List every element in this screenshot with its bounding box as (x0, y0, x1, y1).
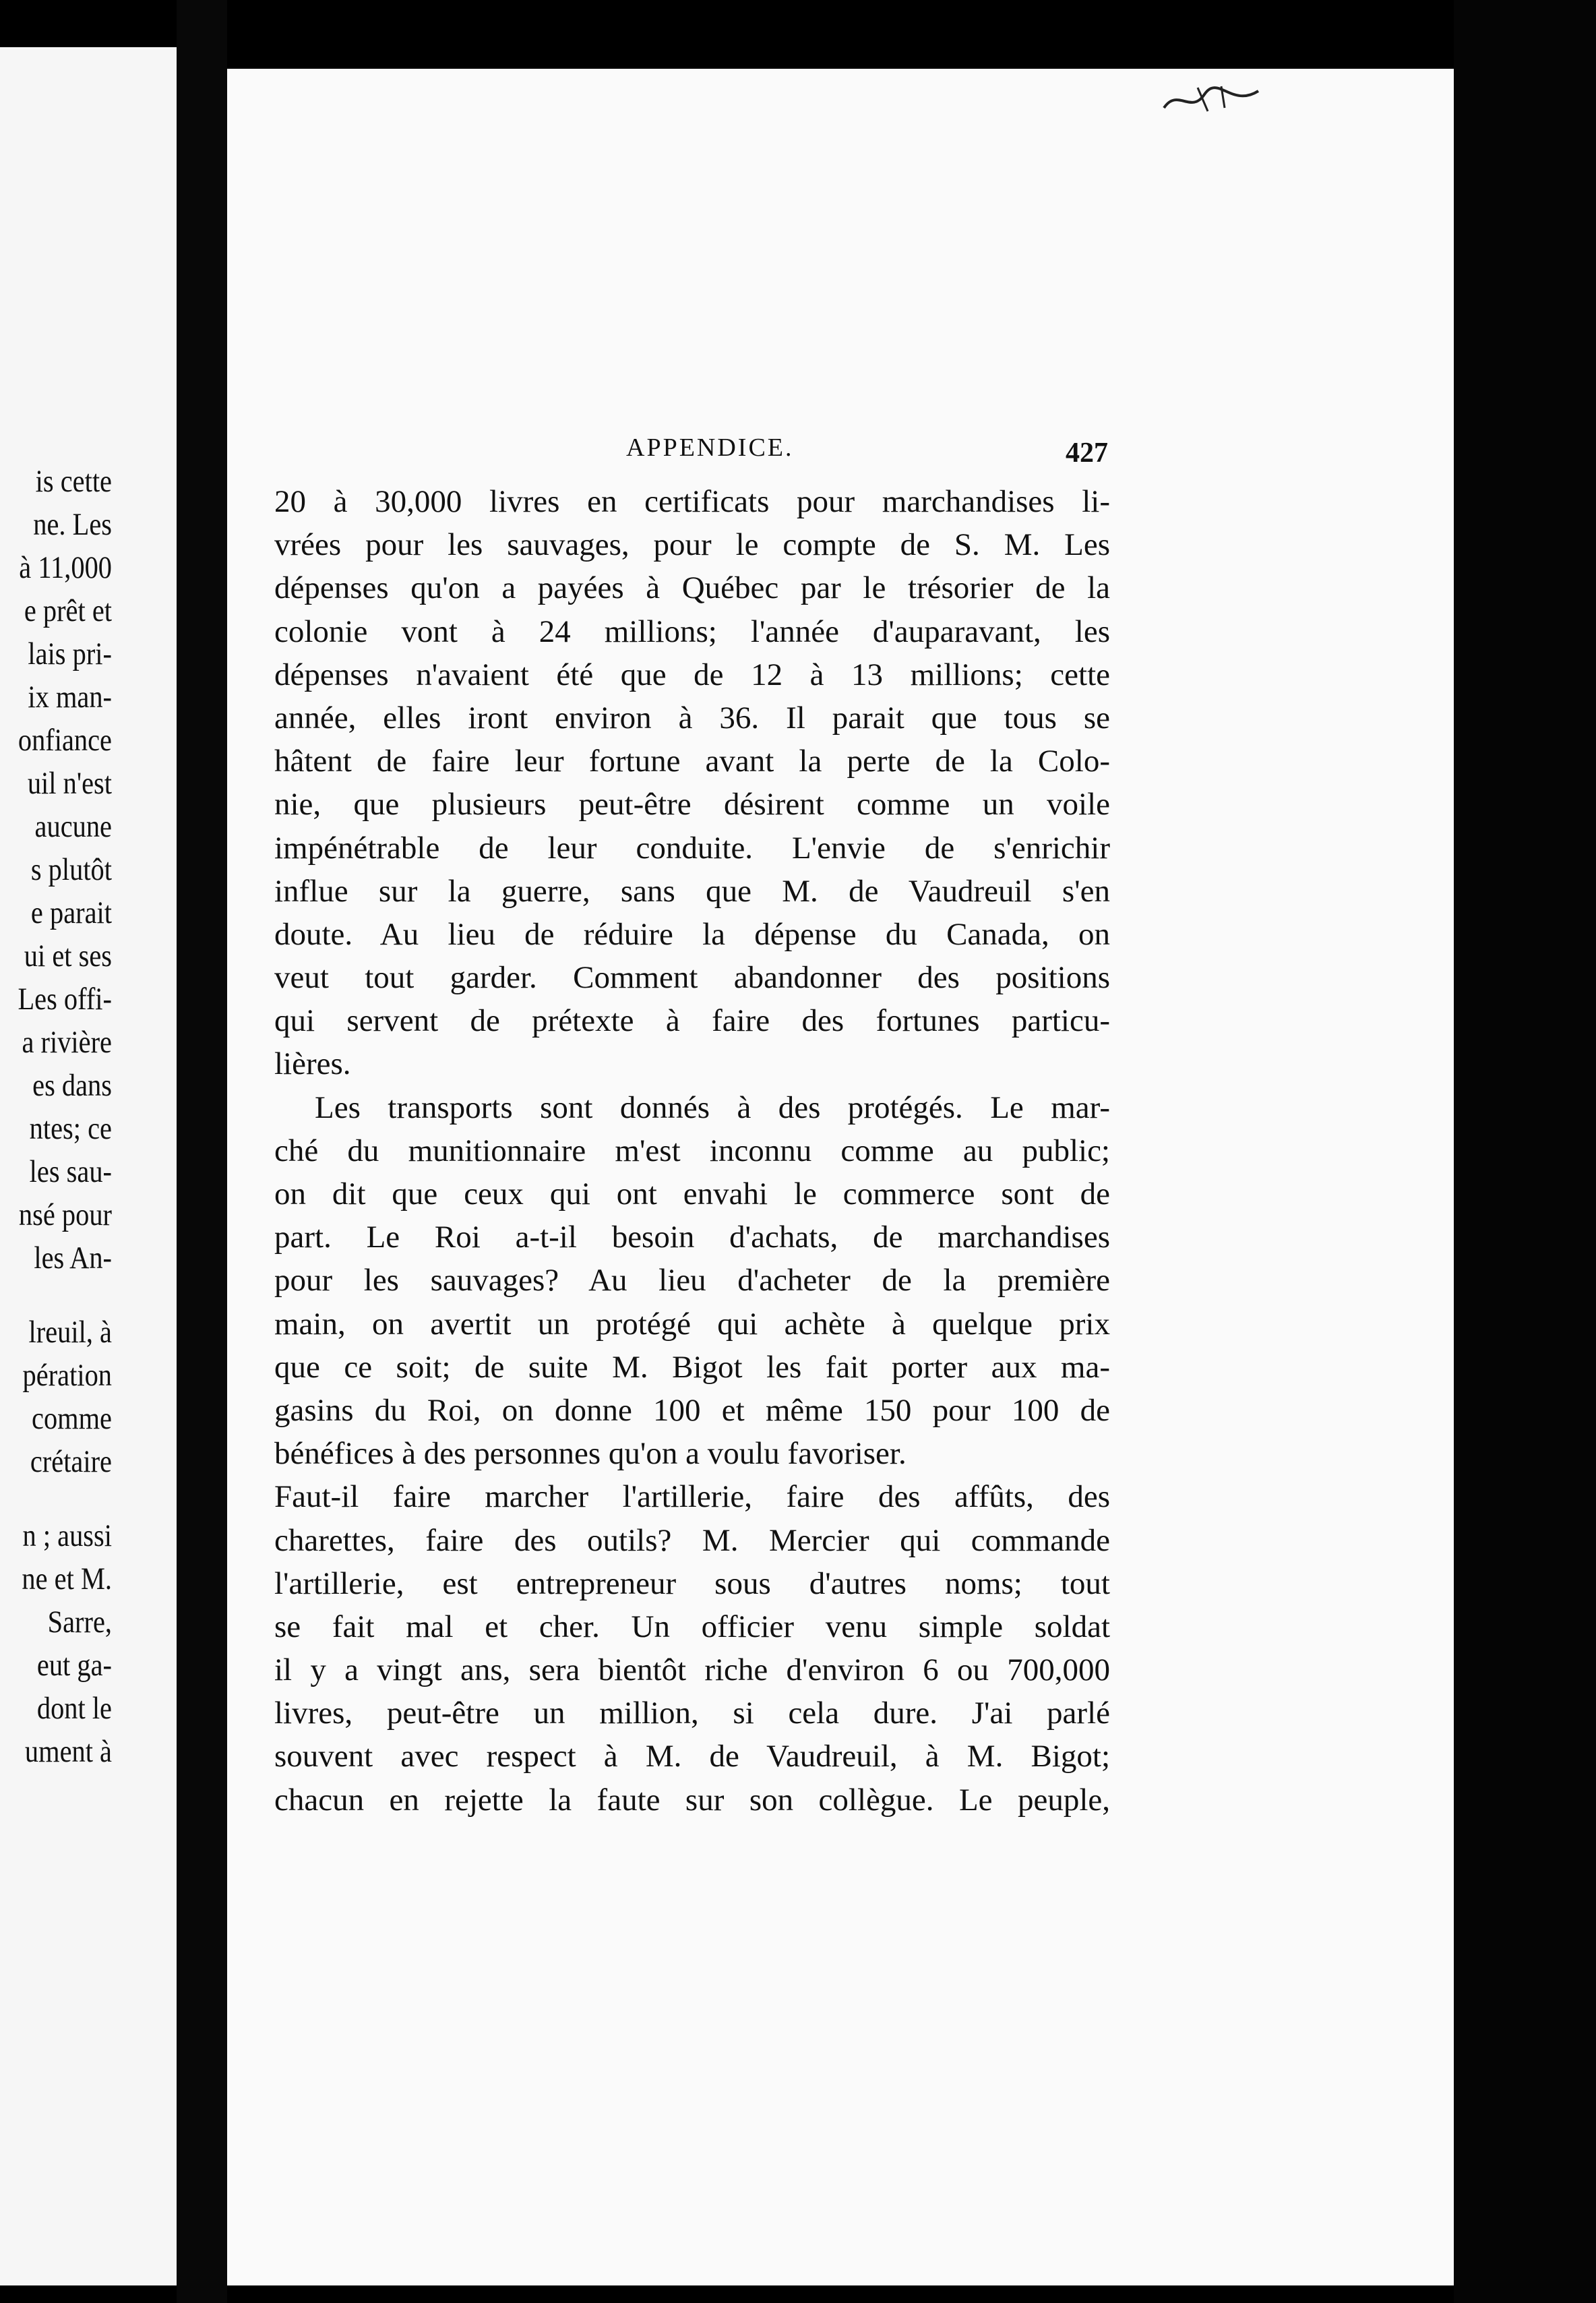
text-line: vrées pour les sauvages, pour le compte de S. M. Les (274, 527, 1110, 563)
left-page-line: eut ga- (36, 1648, 112, 1683)
left-page-line: onfiance (18, 723, 112, 758)
text-line: bénéfices à des personnes qu'on a voulu favoriser. (274, 1436, 907, 1472)
running-head (227, 433, 1454, 473)
page-number: 427 (1066, 438, 1108, 469)
text-line: charettes, faire des outils? M. Mercier qui commande (274, 1522, 1110, 1558)
binding-edge (1454, 0, 1596, 2303)
text-line: année, elles iront environ à 36. Il parait que tous se (274, 700, 1110, 736)
page-body-text (274, 480, 1110, 1822)
text-line: que ce soit; de suite M. Bigot les fait porter aux ma- (274, 1349, 1110, 1385)
text-line: pour les sauvages? Au lieu d'acheter de la première (274, 1263, 1110, 1298)
text-line: livres, peut-être un million, si cela dure. J'ai parlé (274, 1696, 1110, 1731)
text-line: dépenses n'avaient été que de 12 à 13 millions; cette (274, 657, 1110, 692)
left-page-line: n ; aussi (22, 1518, 112, 1553)
left-page-fragment (0, 47, 177, 2285)
left-page-line: ntes; ce (29, 1111, 112, 1146)
left-page-line: lreuil, à (28, 1315, 112, 1350)
text-line: ché du munitionnaire m'est inconnu comme au public; (274, 1133, 1110, 1168)
text-line: 20 à 30,000 livres en certificats pour marchandises li- (274, 484, 1110, 519)
text-line: lières. (274, 1046, 351, 1082)
left-page-line: ne et M. (22, 1561, 112, 1596)
left-page-line: es dans (32, 1068, 112, 1103)
text-line: on dit que ceux qui ont envahi le commerce sont de (274, 1176, 1110, 1212)
text-line: doute. Au lieu de réduire la dépense du Canada, on (274, 916, 1110, 952)
left-page-line: ument à (24, 1734, 112, 1769)
left-page-line: à 11,000 (19, 550, 112, 585)
text-line: gasins du Roi, on donne 100 et même 150 pour 100 de (274, 1392, 1110, 1428)
text-line: nie, que plusieurs peut-être désirent comme un voile (274, 787, 1110, 823)
text-line: Faut-il faire marcher l'artillerie, faire des affûts, des (274, 1479, 1110, 1515)
book-gutter (177, 0, 227, 2303)
text-line: l'artillerie, est entrepreneur sous d'autres noms; tout (274, 1565, 1110, 1601)
left-page-line: lais pri- (28, 636, 112, 671)
left-page-line: ui et ses (24, 938, 112, 974)
text-line: dépenses qu'on a payées à Québec par le trésorier de la (274, 570, 1110, 606)
left-page-line: Les offi- (18, 982, 112, 1017)
left-page-text (0, 460, 112, 1773)
text-line: Les transports sont donnés à des protégés. Le mar- (315, 1089, 1110, 1125)
text-line: qui servent de prétexte à faire des fortunes particu- (274, 1003, 1110, 1039)
text-line: colonie vont à 24 millions; l'année d'auparavant, les (274, 614, 1110, 649)
left-page-line: Sarre, (47, 1605, 112, 1640)
text-line: il y a vingt ans, sera bientôt riche d'environ 6 ou 700,000 (274, 1652, 1110, 1688)
text-line: main, on avertit un protégé qui achète à quelque prix (274, 1306, 1110, 1342)
text-line: veut tout garder. Comment abandonner des positions (274, 960, 1110, 996)
left-page-line: is cette (35, 464, 112, 499)
left-page-line: dont le (36, 1691, 112, 1726)
left-page-line: comme (32, 1401, 112, 1436)
text-line: hâtent de faire leur fortune avant la perte de la Colo- (274, 744, 1110, 779)
right-page (227, 69, 1454, 2285)
left-page-line: nsé pour (18, 1197, 112, 1232)
running-title: APPENDICE. (626, 433, 794, 462)
ink-mark-icon (1157, 81, 1265, 121)
left-page-line: les An- (34, 1240, 112, 1276)
text-line: influe sur la guerre, sans que M. de Vaudreuil s'en (274, 873, 1110, 909)
left-page-line: pération (22, 1358, 112, 1393)
left-page-line: a rivière (22, 1025, 112, 1060)
text-line: chacun en rejette la faute sur son collègue. Le peuple, (274, 1782, 1110, 1818)
text-line: souvent avec respect à M. de Vaudreuil, à M. Bigot; (274, 1739, 1110, 1774)
left-page-line: e prêt et (24, 593, 112, 628)
text-line: se fait mal et cher. Un officier venu simple soldat (274, 1609, 1110, 1644)
left-page-line: ne. Les (33, 507, 112, 542)
text-line: part. Le Roi a-t-il besoin d'achats, de marchandises (274, 1220, 1110, 1255)
left-page-line: s plutôt (30, 852, 112, 887)
left-page-line: les sau- (29, 1154, 112, 1189)
left-page-line: aucune (34, 809, 112, 844)
left-page-line: e parait (30, 895, 112, 930)
left-page-line: uil n'est (27, 766, 112, 801)
text-line: impénétrable de leur conduite. L'envie de s'enrichir (274, 830, 1110, 866)
left-page-line: ix man- (28, 680, 112, 715)
left-page-line: crétaire (30, 1444, 112, 1479)
